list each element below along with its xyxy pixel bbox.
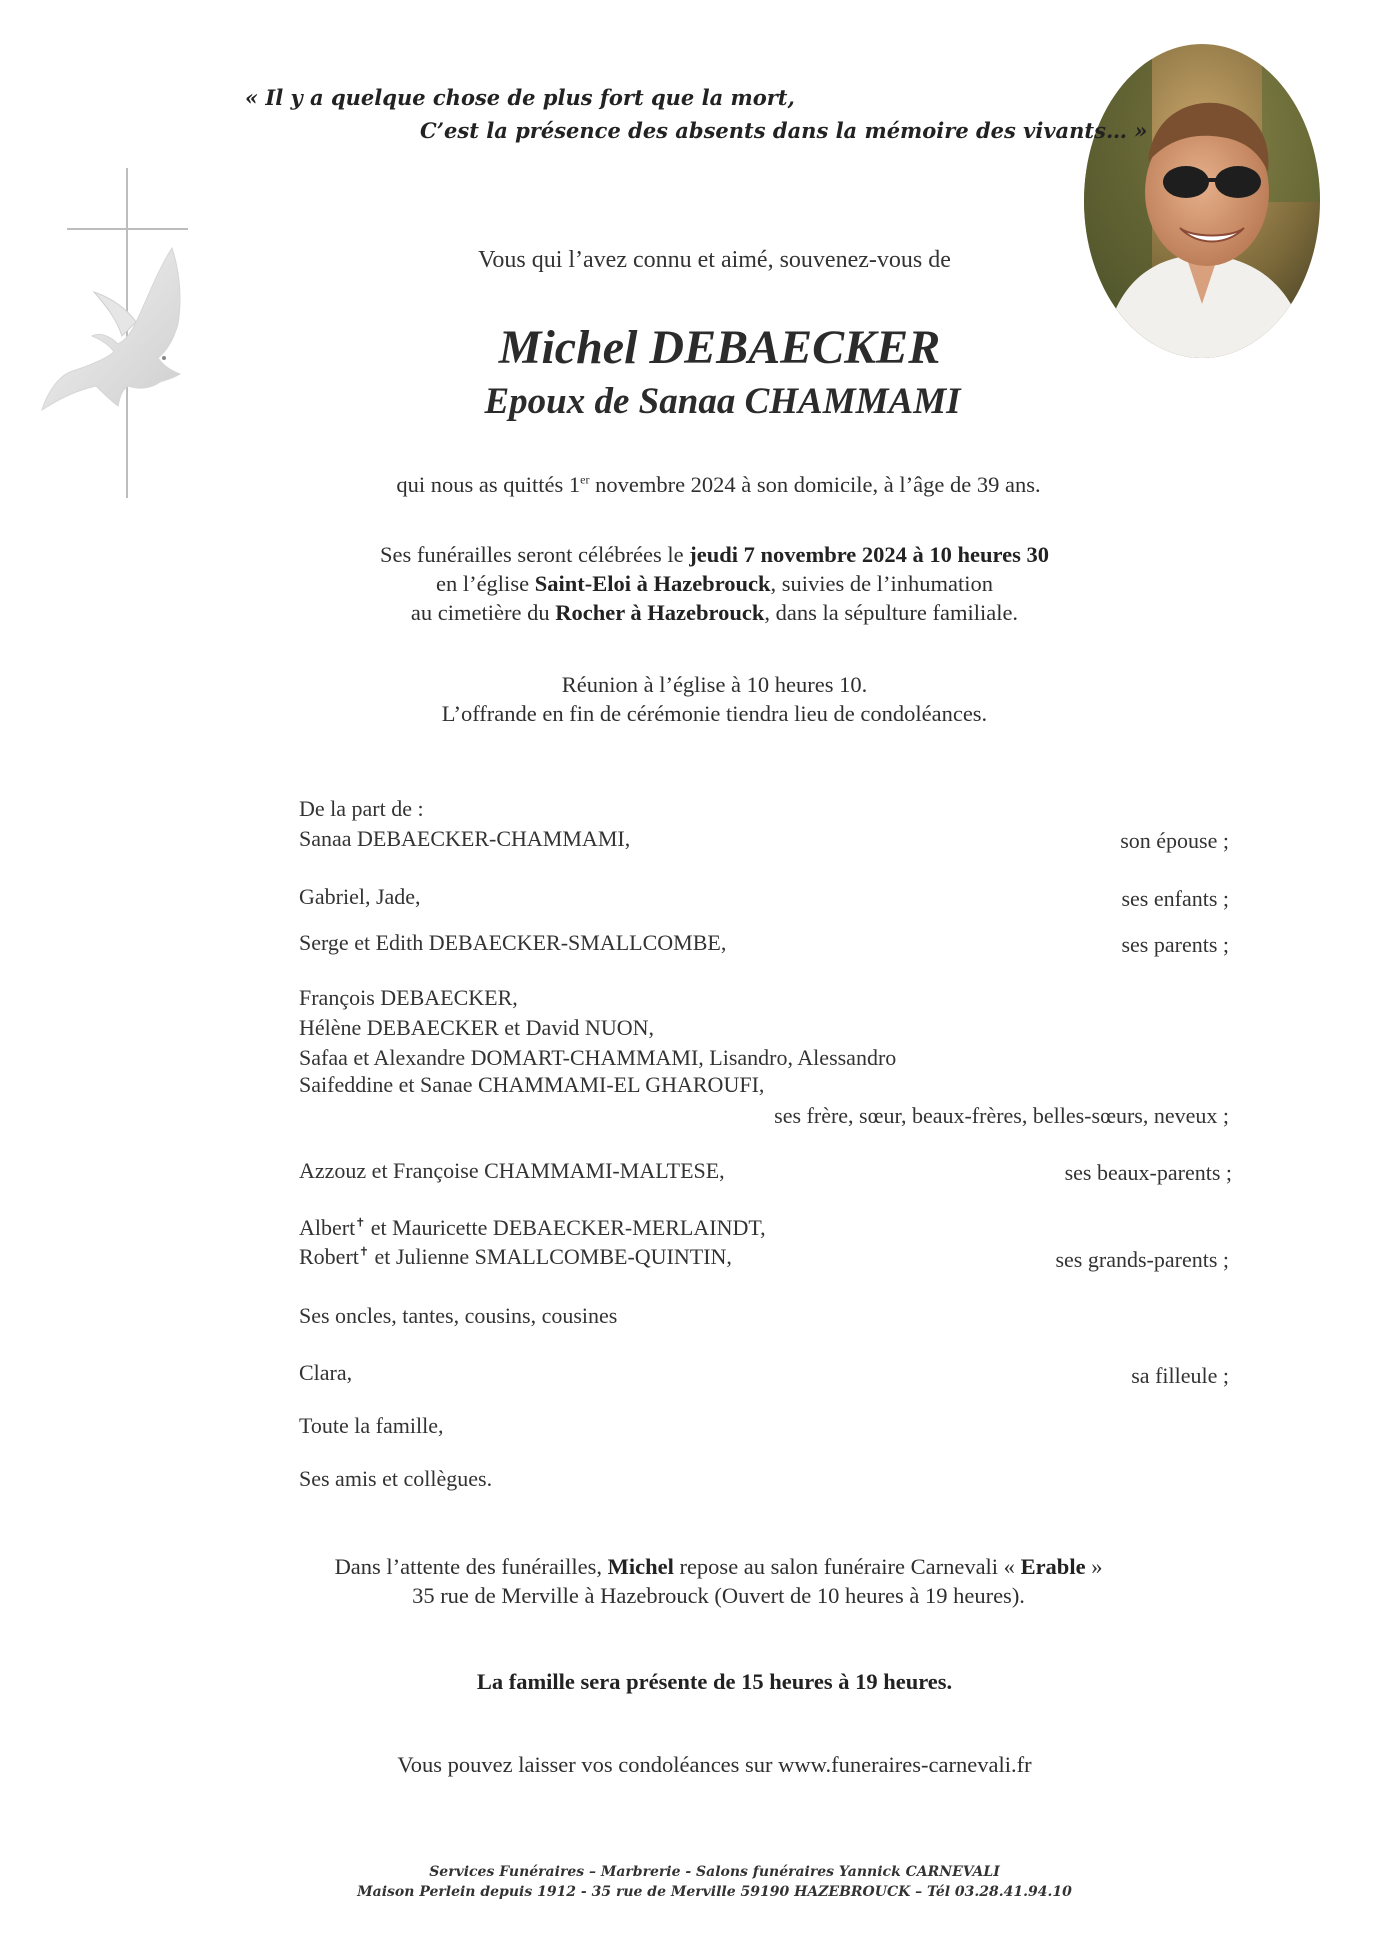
family-siblings-relation: ses frère, sœur, beaux-frères, belles-sœurs, neveux ; bbox=[774, 1103, 1229, 1128]
death-notice bbox=[0, 470, 1377, 499]
family-spouse-name: Sanaa DEBAECKER-CHAMMAMI, bbox=[299, 826, 631, 851]
funeral-line-1: Ses funérailles seront célébrées le jeudi 7 novembre 2024 à 10 heures 30 bbox=[379, 542, 1050, 567]
family-friends: Ses amis et collègues. bbox=[299, 1466, 493, 1491]
deceased-cross-icon: ✝ bbox=[355, 1215, 366, 1230]
footer bbox=[0, 1862, 1377, 1902]
footer-line-1: Services Funéraires – Marbrerie - Salons funéraires Yannick CARNEVALI bbox=[429, 1864, 1000, 1880]
family-inlaws-relation: ses beaux-parents ; bbox=[1064, 1160, 1232, 1185]
family-uncles: Ses oncles, tantes, cousins, cousines bbox=[299, 1303, 618, 1328]
family-sibling-4: Saifeddine et Sanae CHAMMAMI-EL GHAROUFI, bbox=[299, 1072, 765, 1097]
family-inlaws-names: Azzouz et Françoise CHAMMAMI-MALTESE, bbox=[299, 1158, 725, 1183]
family-grandparents-relation: ses grands-parents ; bbox=[1055, 1247, 1229, 1272]
death-notice-text: qui nous as quittés 1 bbox=[396, 472, 581, 497]
condolences-text: Vous pouvez laisser vos condoléances sur www.funeraires-carnevali.fr bbox=[397, 1752, 1032, 1777]
portrait-photo bbox=[1082, 42, 1322, 360]
funeral-paragraph bbox=[0, 540, 1377, 627]
meeting-paragraph bbox=[0, 670, 1377, 728]
cross-horizontal-bar bbox=[67, 228, 188, 230]
family-spouse-relation: son épouse ; bbox=[1120, 828, 1229, 853]
rest-paragraph bbox=[0, 1552, 1377, 1610]
ordinal-suffix: er bbox=[580, 472, 590, 487]
quote-line-1: « Il y a quelque chose de plus fort que la mort, bbox=[245, 85, 795, 110]
family-children-relation: ses enfants ; bbox=[1121, 886, 1229, 911]
deceased-cross-icon: ✝ bbox=[358, 1244, 369, 1259]
family-goddaughter-name: Clara, bbox=[299, 1360, 353, 1385]
family-parents-relation: ses parents ; bbox=[1121, 932, 1229, 957]
intro-text: Vous qui l’avez connu et aimé, souvenez-vous de bbox=[478, 247, 951, 273]
family-presence: La famille sera présente de 15 heures à 19 heures. bbox=[476, 1669, 953, 1694]
family-goddaughter-relation: sa filleule ; bbox=[1131, 1363, 1229, 1388]
meeting-line-1: Réunion à l’église à 10 heures 10. bbox=[561, 672, 868, 697]
family-parents-names: Serge et Edith DEBAECKER-SMALLCOMBE, bbox=[299, 930, 727, 955]
family-sibling-1: François DEBAECKER, bbox=[299, 985, 518, 1010]
footer-line-2: Maison Perlein depuis 1912 - 35 rue de Merville 59190 HAZEBROUCK – Tél 03.28.41.94.10 bbox=[357, 1884, 1072, 1900]
family-grandparents-1: Albert✝ et Mauricette DEBAECKER-MERLAINDT, bbox=[299, 1215, 766, 1240]
spouse-line: Epoux de Sanaa CHAMMAMI bbox=[484, 381, 961, 422]
meeting-line-2: L’offrande en fin de cérémonie tiendra lieu de condoléances. bbox=[441, 701, 988, 726]
family-grandparents-2: Robert✝ et Julienne SMALLCOMBE-QUINTIN, bbox=[299, 1244, 732, 1269]
family-children-names: Gabriel, Jade, bbox=[299, 884, 421, 909]
quote-line-2: C’est la présence des absents dans la mémoire des vivants… » bbox=[420, 118, 1148, 143]
family-whole-family: Toute la famille, bbox=[299, 1413, 444, 1438]
funeral-line-3: au cimetière du Rocher à Hazebrouck, dans la sépulture familiale. bbox=[410, 600, 1019, 625]
family-sibling-2: Hélène DEBAECKER et David NUON, bbox=[299, 1015, 654, 1040]
rest-line-2: 35 rue de Merville à Hazebrouck (Ouvert de 10 heures à 19 heures). bbox=[412, 1583, 1025, 1608]
family-header: De la part de : bbox=[299, 796, 424, 821]
funeral-line-2: en l’église Saint-Eloi à Hazebrouck, suivies de l’inhumation bbox=[435, 571, 994, 596]
family-sibling-3: Safaa et Alexandre DOMART-CHAMMAMI, Lisandro, Alessandro bbox=[299, 1045, 897, 1070]
death-notice-text-end: novembre 2024 à son domicile, à l’âge de 39 ans. bbox=[589, 472, 1041, 497]
deceased-name: Michel DEBAECKER bbox=[498, 321, 941, 374]
rest-line-1: Dans l’attente des funérailles, Michel repose au salon funéraire Carnevali « Erable » bbox=[334, 1554, 1103, 1579]
